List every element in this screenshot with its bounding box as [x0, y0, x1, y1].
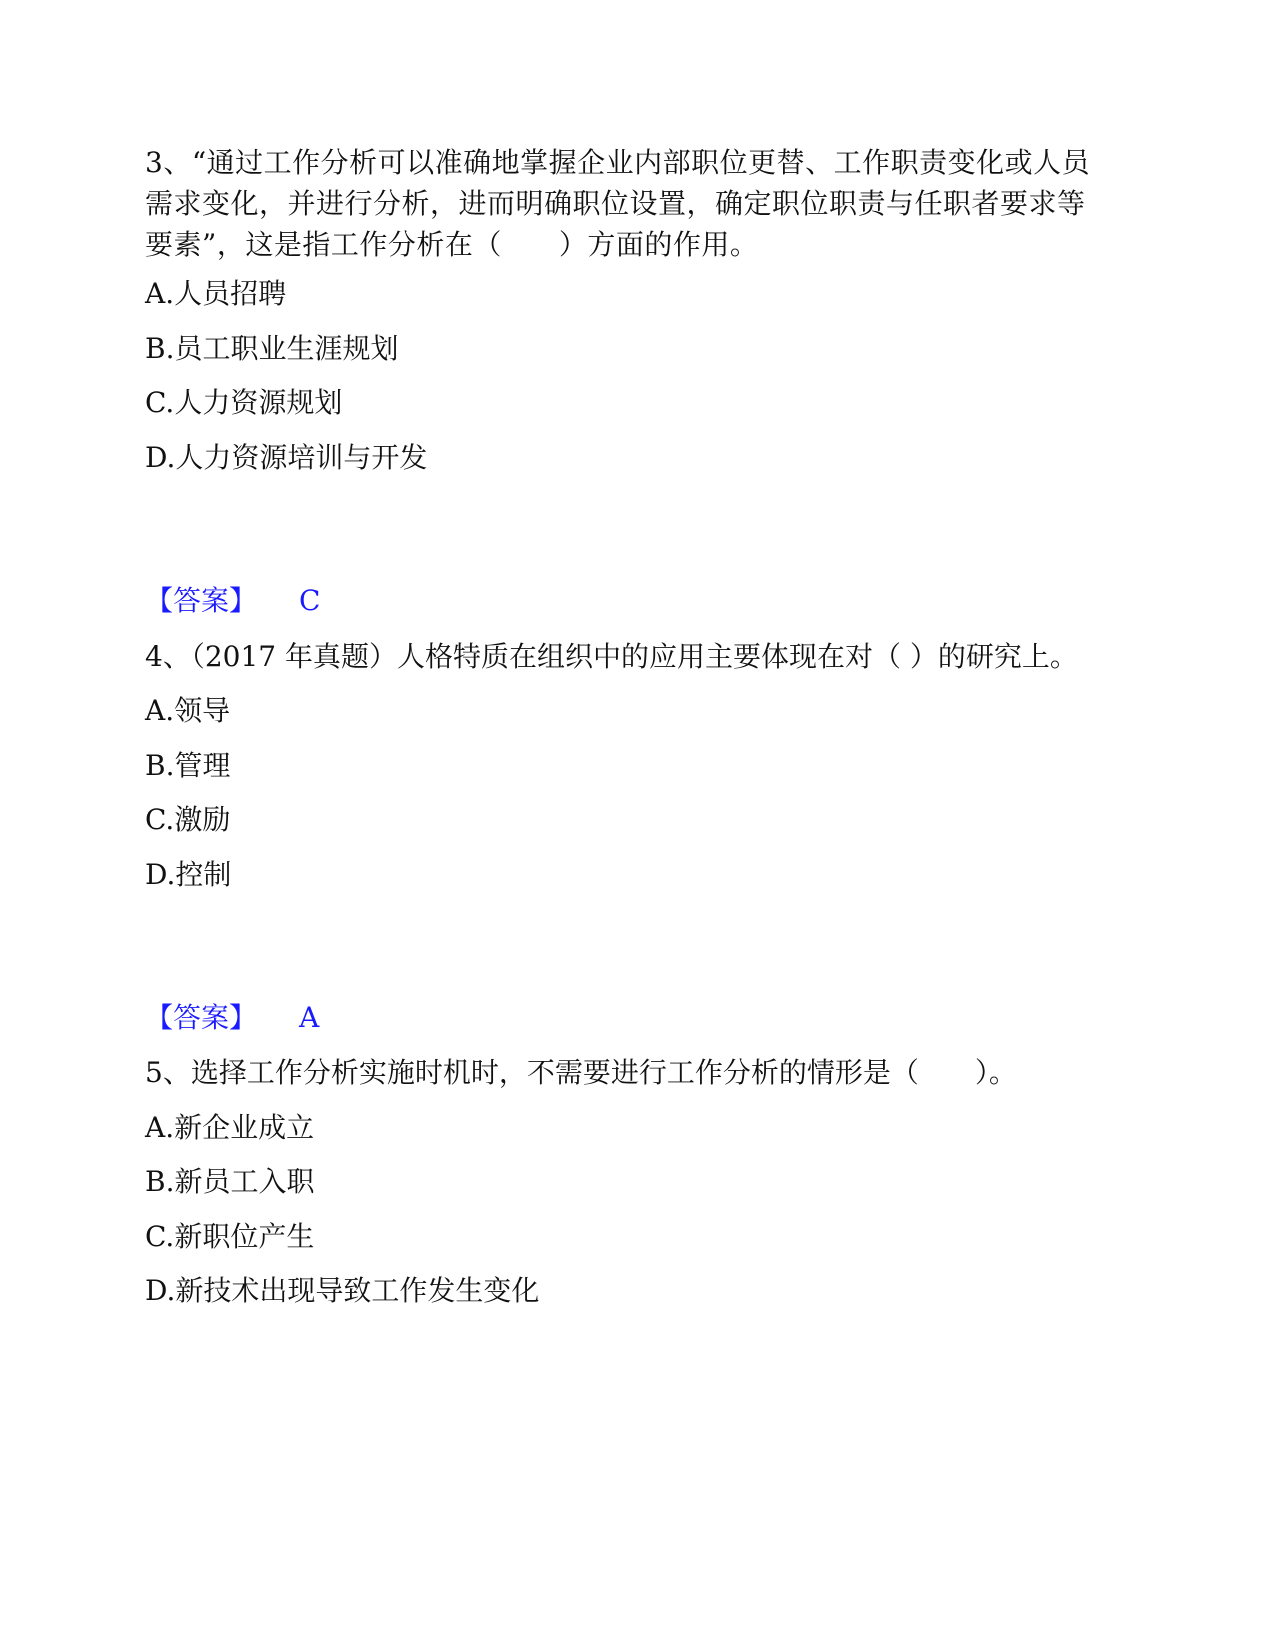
question-3-option-b: B.员工职业生涯规划 — [145, 332, 399, 365]
answer-label: 【答案】 — [145, 584, 258, 617]
question-5-option-d: D.新技术出现导致工作发生变化 — [145, 1274, 540, 1307]
question-5-option-c: C.新职位产生 — [145, 1220, 315, 1253]
answer-label: 【答案】 — [145, 1001, 258, 1034]
answer-value: C — [299, 584, 321, 617]
question-4-option-c: C.激励 — [145, 803, 231, 836]
question-3-stem: 3、“通过工作分析可以准确地掌握企业内部职位更替、工作职责变化或人员需求变化，并进行分析，进而明确职位设置，确定职位职责与任职者要求等要素”，这是指工作分析在（ ）方面的作用。 — [145, 146, 1091, 261]
question-3-option-c: C.人力资源规划 — [145, 386, 343, 419]
answer-value: A — [299, 1001, 320, 1034]
question-4-answer — [145, 1000, 319, 1036]
question-3-option-a: A.人员招聘 — [145, 277, 287, 310]
question-4-stem: 4、（2017 年真题）人格特质在组织中的应用主要体现在对（ ）的研究上。 — [145, 640, 1078, 673]
question-5-option-a: A.新企业成立 — [145, 1111, 315, 1144]
question-3-option-d: D.人力资源培训与开发 — [145, 441, 428, 474]
question-4-option-a: A.领导 — [145, 694, 231, 727]
question-3-answer — [145, 583, 320, 619]
question-5-stem: 5、选择工作分析实施时机时，不需要进行工作分析的情形是（ ）。 — [145, 1056, 1017, 1089]
question-4-option-d: D.控制 — [145, 858, 232, 891]
question-4-option-b: B.管理 — [145, 749, 231, 782]
question-5-option-b: B.新员工入职 — [145, 1165, 315, 1198]
